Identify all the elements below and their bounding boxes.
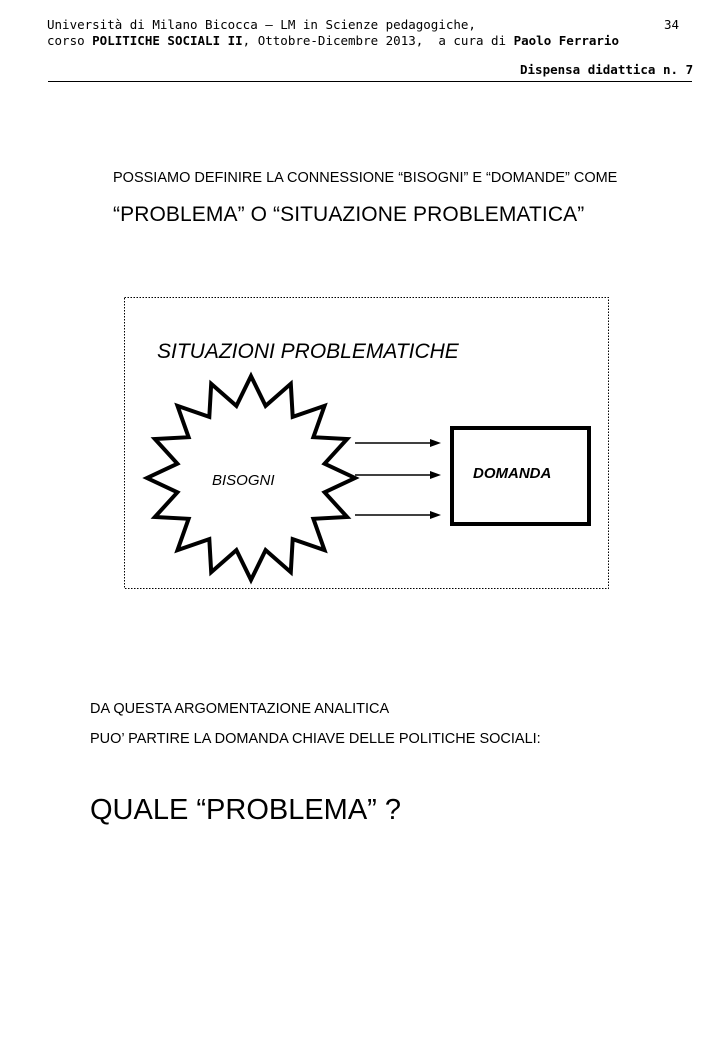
header-divider — [48, 81, 692, 82]
arrow-head — [430, 439, 441, 447]
arrow-head — [430, 471, 441, 479]
arrow-group — [355, 439, 441, 519]
key-question: QUALE “PROBLEMA” ? — [90, 794, 402, 826]
header-course-dates: , Ottobre-Dicembre 2013, a cura di — [242, 33, 514, 48]
intro-line-2: “PROBLEMA” O “SITUAZIONE PROBLEMATICA” — [113, 203, 585, 226]
header-course-name: POLITICHE SOCIALI II — [92, 33, 243, 48]
page-number: 34 — [664, 17, 680, 32]
header-course-prefix: corso — [47, 33, 93, 48]
diagram-title: SITUAZIONI PROBLEMATICHE — [157, 340, 459, 363]
conclusion-line-2: PUO’ PARTIRE LA DOMANDA CHIAVE DELLE POLITICHE SOCIALI: — [90, 731, 541, 747]
arrow-head — [430, 511, 441, 519]
bisogni-label: BISOGNI — [212, 472, 275, 489]
problem-diagram — [124, 297, 609, 589]
intro-line-1: POSSIAMO DEFINIRE LA CONNESSIONE “BISOGNI” E “DOMANDE” COME — [113, 170, 618, 186]
header-line-2 — [47, 33, 619, 49]
domanda-label: DOMANDA — [473, 465, 552, 482]
header-line-1: Università di Milano Bicocca – LM in Scienze pedagogiche, — [47, 17, 476, 32]
header-author: Paolo Ferrario — [513, 33, 619, 48]
conclusion-line-1: DA QUESTA ARGOMENTAZIONE ANALITICA — [90, 701, 390, 717]
dispensa-label: Dispensa didattica n. 7 — [520, 62, 694, 77]
